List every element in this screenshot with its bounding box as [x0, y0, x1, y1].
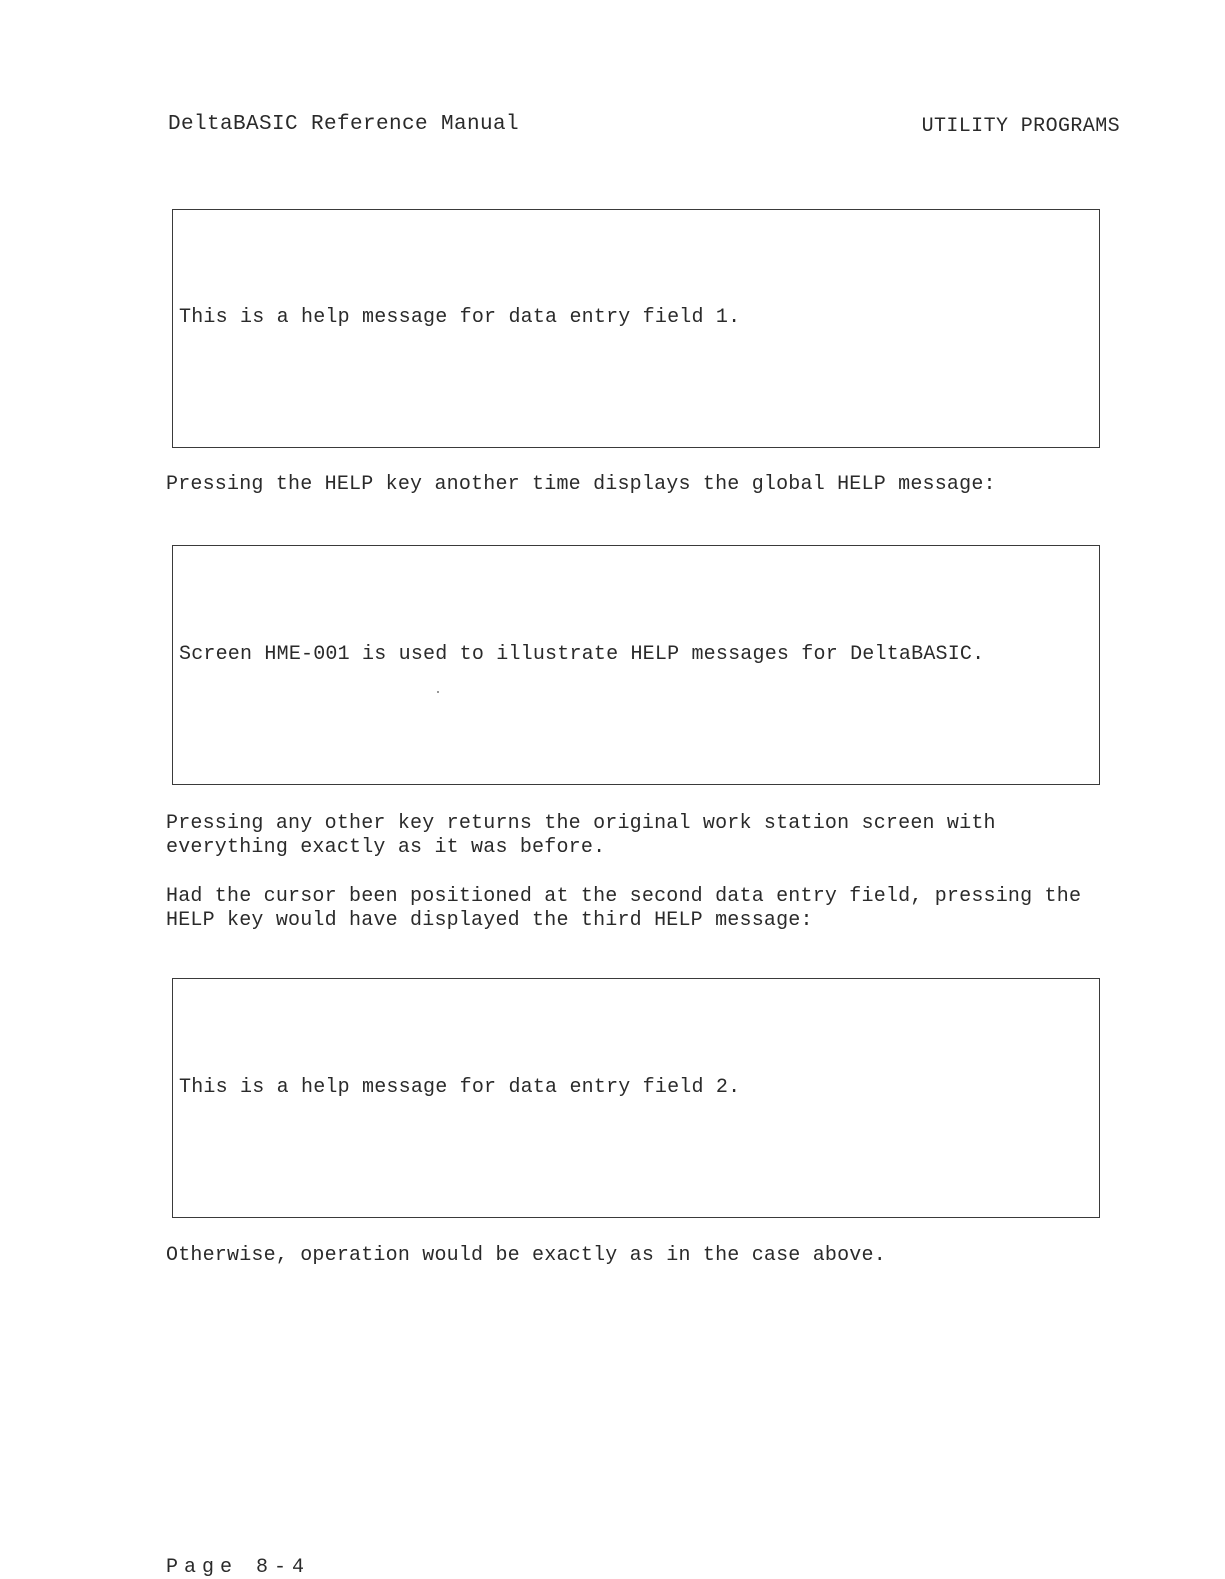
- paragraph-line: HELP key would have displayed the third HELP message:: [166, 909, 813, 932]
- paragraph-otherwise: [166, 1244, 886, 1268]
- page-number: Page 8-4: [166, 1556, 311, 1579]
- help-screen-field-2: [172, 978, 1100, 1218]
- paragraph-line: Otherwise, operation would be exactly as in the case above.: [166, 1244, 886, 1267]
- help-message-field-1: This is a help message for data entry field 1.: [179, 306, 741, 329]
- paragraph-global-help: [166, 473, 996, 497]
- scan-speck: [437, 691, 439, 693]
- paragraph-line: everything exactly as it was before.: [166, 836, 606, 859]
- paragraph-line: Pressing the HELP key another time displays the global HELP message:: [166, 473, 996, 496]
- page-header-title: DeltaBASIC Reference Manual: [168, 113, 520, 136]
- help-screen-global: [172, 545, 1100, 785]
- paragraph-other-key: [166, 812, 996, 860]
- page-header-section: UTILITY PROGRAMS: [921, 115, 1120, 138]
- paragraph-line: Pressing any other key returns the original work station screen with: [166, 812, 996, 835]
- paragraph-line: Had the cursor been positioned at the second data entry field, pressing the: [166, 885, 1082, 908]
- paragraph-second-field: [166, 885, 1081, 933]
- help-screen-field-1: [172, 209, 1100, 448]
- help-message-global: Screen HME-001 is used to illustrate HELP messages for DeltaBASIC.: [179, 643, 985, 666]
- help-message-field-2: This is a help message for data entry field 2.: [179, 1076, 741, 1099]
